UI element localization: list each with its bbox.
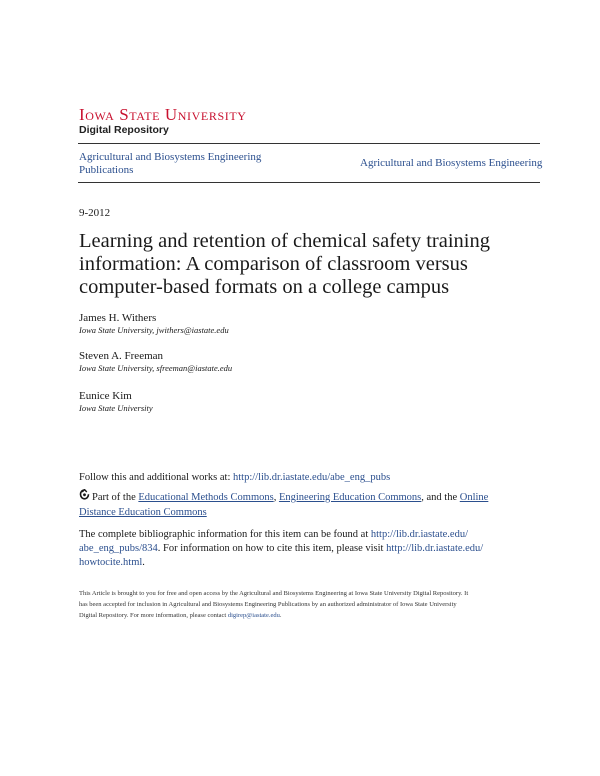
collection-link-line2[interactable]: Publications (79, 164, 134, 176)
commons-link-online[interactable]: Online (459, 492, 489, 503)
commons-link-educational-methods[interactable]: Educational Methods Commons (138, 492, 274, 503)
publication-date: 9-2012 (79, 207, 111, 219)
author-affiliation: Iowa State University, jwithers@iastate.edu (79, 325, 229, 335)
contact-email-link[interactable]: digirep@iastate.edu (227, 612, 280, 619)
citation-text: . (142, 557, 145, 568)
citation-link[interactable]: abe_eng_pubs/834 (79, 543, 158, 554)
title-line: Learning and retention of chemical safety training (79, 230, 490, 252)
footer-text: Digital Repository. For more information, please contact (79, 612, 228, 619)
author-name[interactable]: Steven A. Freeman (79, 350, 164, 362)
citation-text: . For information on how to cite this item, please visit (157, 543, 387, 554)
footer-line: This Article is brought to you for free and open access by the Agricultural and Biosystems Engineering at Iowa State University Digital Repository. It (79, 590, 469, 597)
commons-link-distance-education[interactable]: Distance Education Commons (79, 507, 207, 518)
title-line: information: A comparison of classroom versus (79, 253, 468, 275)
author-affiliation: Iowa State University, sfreeman@iastate.edu (79, 363, 233, 373)
open-access-icon (79, 489, 90, 506)
follow-line (79, 471, 539, 485)
footer-notice (79, 588, 541, 621)
author-name[interactable]: James H. Withers (79, 312, 157, 324)
author-block (79, 390, 153, 414)
paper-title (79, 230, 539, 299)
footer-line: has been accepted for inclusion in Agricultural and Biosystems Engineering Publications by an authorized administrator of Iowa State University (79, 601, 457, 608)
citation-text: The complete bibliographic information for this item can be found at (79, 529, 371, 540)
footer-line (79, 610, 541, 621)
commons-prefix: Part of the (92, 492, 139, 503)
citation-link[interactable]: http://lib.dr.iastate.edu/ (370, 529, 468, 540)
title-line: computer-based formats on a college campus (79, 276, 450, 298)
author-name[interactable]: Eunice Kim (79, 390, 132, 402)
collection-link-line1[interactable]: Agricultural and Biosystems Engineering (79, 151, 262, 163)
collection-divider (78, 182, 540, 183)
university-name: Iowa State University (79, 105, 247, 124)
author-block (79, 312, 229, 336)
commons-link-engineering-education[interactable]: Engineering Education Commons (278, 492, 422, 503)
author-affiliation: Iowa State University (79, 403, 153, 413)
university-logo (79, 106, 247, 124)
footer-text: . (279, 612, 282, 619)
howtocite-link[interactable]: http://lib.dr.iastate.edu/ (386, 543, 484, 554)
howtocite-link[interactable]: howtocite.html (79, 557, 143, 568)
commons-sep: , (273, 492, 279, 503)
follow-text: Follow this and additional works at: (79, 472, 233, 483)
repository-name: Digital Repository (79, 124, 169, 136)
commons-and: , and the (421, 492, 460, 503)
follow-link[interactable]: http://lib.dr.iastate.edu/abe_eng_pubs (233, 472, 391, 483)
header-divider (78, 143, 540, 144)
citation-paragraph (79, 528, 539, 570)
author-block (79, 350, 232, 374)
collection-link-department[interactable]: Agricultural and Biosystems Engineering (360, 157, 543, 169)
collection-link-publications[interactable] (79, 151, 269, 177)
commons-line (79, 489, 539, 520)
